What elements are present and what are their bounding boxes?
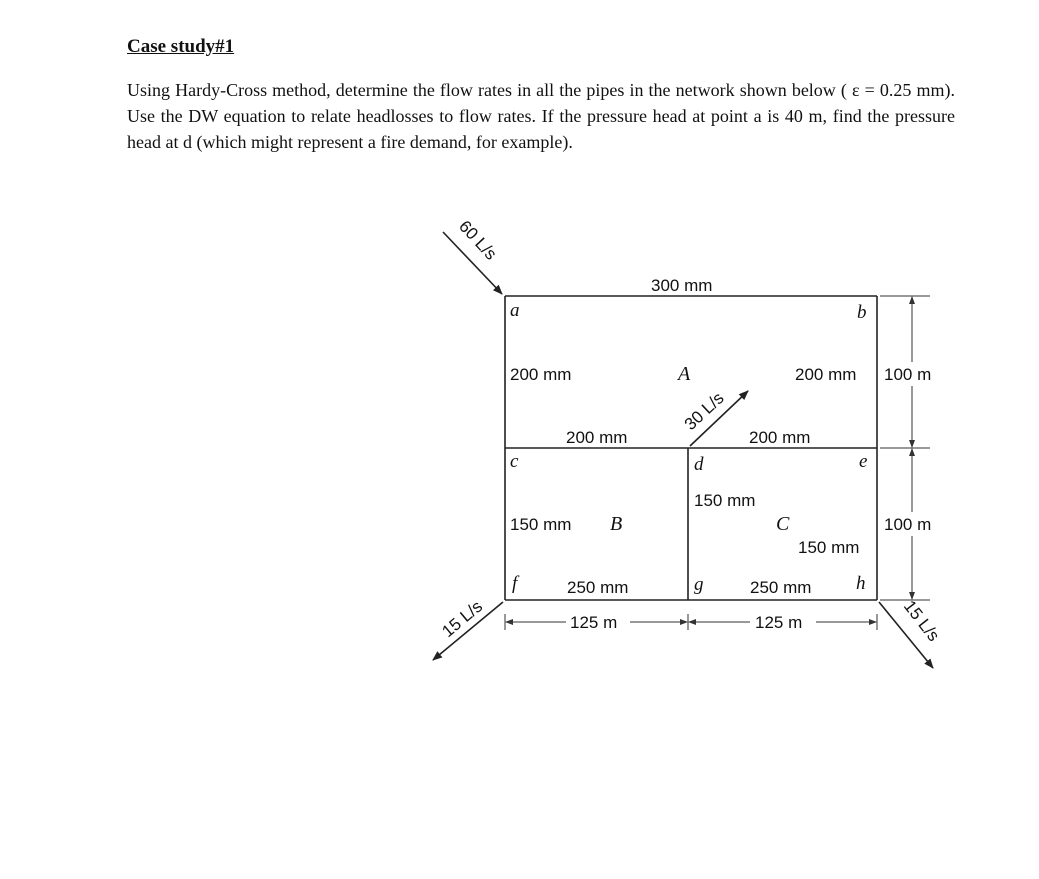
- pipe-label-gh: 250 mm: [750, 578, 812, 597]
- problem-statement: Using Hardy-Cross method, determine the flow rates in all the pipes in the network shown below ( ε = 0.25 mm). Use the DW equation to relate headlosses to flow rates. If the pressure head at point a is 40 m, find the pressure head at d (which might represent a fire demand, for example).: [127, 80, 955, 152]
- node-label-d: d: [694, 454, 704, 475]
- loop-label-b: B: [610, 513, 623, 535]
- node-label-c: c: [510, 451, 519, 472]
- node-label-f: f: [512, 573, 518, 594]
- node-label-e: e: [859, 451, 868, 472]
- outflow-label-h: 15 L/s: [899, 596, 944, 645]
- dimension-label-lower: 100 m: [884, 515, 932, 534]
- node-label-g: g: [694, 574, 704, 595]
- case-study-heading: Case study#1: [127, 36, 235, 57]
- dimension-label-gh: 125 m: [755, 613, 803, 632]
- pipe-label-de: 200 mm: [749, 428, 811, 447]
- pipe-label-be: 200 mm: [795, 365, 857, 384]
- node-label-b: b: [857, 302, 867, 323]
- outflow-label-f: 15 L/s: [438, 596, 487, 642]
- dimension-label-fg: 125 m: [570, 613, 618, 632]
- dimension-label-upper: 100 m: [884, 365, 932, 384]
- pipe-label-eh: 150 mm: [798, 538, 860, 557]
- pipe-label-cf: 150 mm: [510, 515, 572, 534]
- inflow-label-a: 60 L/s: [455, 216, 501, 264]
- pipe-label-fg: 250 mm: [567, 578, 629, 597]
- outflow-label-d: 30 L/s: [680, 388, 728, 434]
- node-label-h: h: [856, 573, 866, 594]
- loop-label-a: A: [678, 363, 691, 385]
- pipe-label-cd: 200 mm: [566, 428, 628, 447]
- pipe-label-ab: 300 mm: [651, 276, 713, 295]
- node-label-a: a: [510, 300, 520, 321]
- pipe-label-ac: 200 mm: [510, 365, 572, 384]
- pipe-label-dg: 150 mm: [694, 491, 756, 510]
- loop-label-c: C: [776, 513, 790, 535]
